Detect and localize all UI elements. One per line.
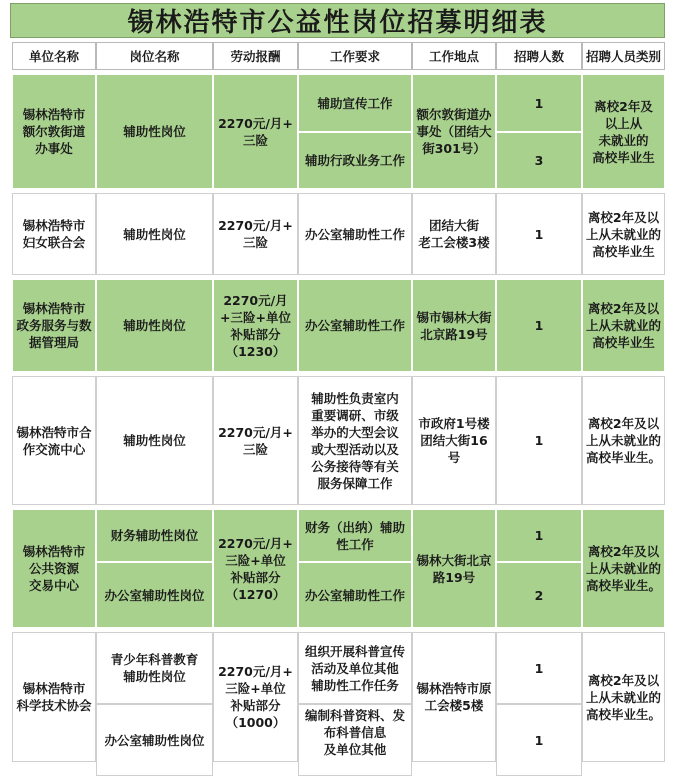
row2-count: 1 [496, 193, 582, 275]
header-post: 岗位名称 [96, 42, 213, 70]
row4-requirement: 辅助性负责室内 重要调研、市级 举办的大型会议 或大型活动以及 公务接待等有关 服务保障工作 [298, 376, 412, 505]
row5-category: 离校2年及以 上从未就业的 高校毕业生。 [582, 509, 665, 628]
row6-pay: 2270元/月+ 三险+单位 补贴部分 （1000） [213, 632, 298, 762]
row5-count-2: 2 [496, 562, 582, 628]
header-count: 招聘人数 [496, 42, 582, 70]
row6-category: 离校2年及以 上从未就业的 高校毕业生。 [582, 632, 665, 762]
row3-category: 离校2年及以 上从未就业的 高校毕业生 [582, 279, 665, 372]
row5-unit: 锡林浩特市 公共资源 交易中心 [12, 509, 96, 628]
row5-location: 锡林大街北京 路19号 [412, 509, 496, 628]
row1-pay: 2270元/月+ 三险 [213, 74, 298, 189]
row2-category: 离校2年及以 上从未就业的 高校毕业生 [582, 193, 665, 275]
row5-post-1: 财务辅助性岗位 [96, 509, 213, 562]
row5-requirement-1: 财务（出纳）辅助 性工作 [298, 509, 412, 562]
header-location: 工作地点 [412, 42, 496, 70]
header-pay: 劳动报酬 [213, 42, 298, 70]
row3-requirement: 办公室辅助性工作 [298, 279, 412, 372]
table-title: 锡林浩特市公益性岗位招募明细表 [10, 3, 665, 38]
row2-unit: 锡林浩特市 妇女联合会 [12, 193, 96, 275]
row4-unit: 锡林浩特市合 作交流中心 [12, 376, 96, 505]
row5-post-2: 办公室辅助性岗位 [96, 562, 213, 628]
row1-count-1: 1 [496, 74, 582, 132]
row6-location: 锡林浩特市原 工会楼5楼 [412, 632, 496, 762]
row2-location: 团结大街 老工会楼3楼 [412, 193, 496, 275]
row3-pay: 2270元/月 +三险+单位 补贴部分 （1230） [213, 279, 298, 372]
row3-post: 辅助性岗位 [96, 279, 213, 372]
row4-category: 离校2年及以 上从未就业的 高校毕业生。 [582, 376, 665, 505]
header-unit: 单位名称 [12, 42, 96, 70]
row5-count-1: 1 [496, 509, 582, 562]
row6-post-2: 办公室辅助性岗位 [96, 704, 213, 776]
row6-requirement-2: 编制科普资料、发 布科普信息 及单位其他 [298, 704, 412, 776]
row6-count-2: 1 [496, 704, 582, 776]
row2-requirement: 办公室辅助性工作 [298, 193, 412, 275]
row2-post: 辅助性岗位 [96, 193, 213, 275]
row4-post: 辅助性岗位 [96, 376, 213, 505]
row4-location: 市政府1号楼 团结大街16号 [412, 376, 496, 505]
row5-pay: 2270元/月+ 三险+单位 补贴部分 （1270） [213, 509, 298, 628]
row2-pay: 2270元/月+ 三险 [213, 193, 298, 275]
row1-category: 离校2年及 以上从 未就业的 高校毕业生 [582, 74, 665, 189]
row4-pay: 2270元/月+ 三险 [213, 376, 298, 505]
row3-count: 1 [496, 279, 582, 372]
row6-count-1: 1 [496, 632, 582, 704]
row3-location: 锡市锡林大街 北京路19号 [412, 279, 496, 372]
row4-count: 1 [496, 376, 582, 505]
header-category: 招聘人员类别 [582, 42, 665, 70]
row1-requirement-1: 辅助宣传工作 [298, 74, 412, 132]
row6-unit: 锡林浩特市 科学技术协会 [12, 632, 96, 762]
row1-post: 辅助性岗位 [96, 74, 213, 189]
row6-post-1: 青少年科普教育 辅助性岗位 [96, 632, 213, 704]
row1-unit: 锡林浩特市 额尔敦街道 办事处 [12, 74, 96, 189]
row3-unit: 锡林浩特市 政务服务与数 据管理局 [12, 279, 96, 372]
row1-count-2: 3 [496, 132, 582, 189]
header-requirement: 工作要求 [298, 42, 412, 70]
row1-requirement-2: 辅助行政业务工作 [298, 132, 412, 189]
row5-requirement-2: 办公室辅助性工作 [298, 562, 412, 628]
row1-location: 额尔敦街道办 事处（团结大 街301号） [412, 74, 496, 189]
row6-requirement-1: 组织开展科普宣传 活动及单位其他 辅助性工作任务 [298, 632, 412, 704]
